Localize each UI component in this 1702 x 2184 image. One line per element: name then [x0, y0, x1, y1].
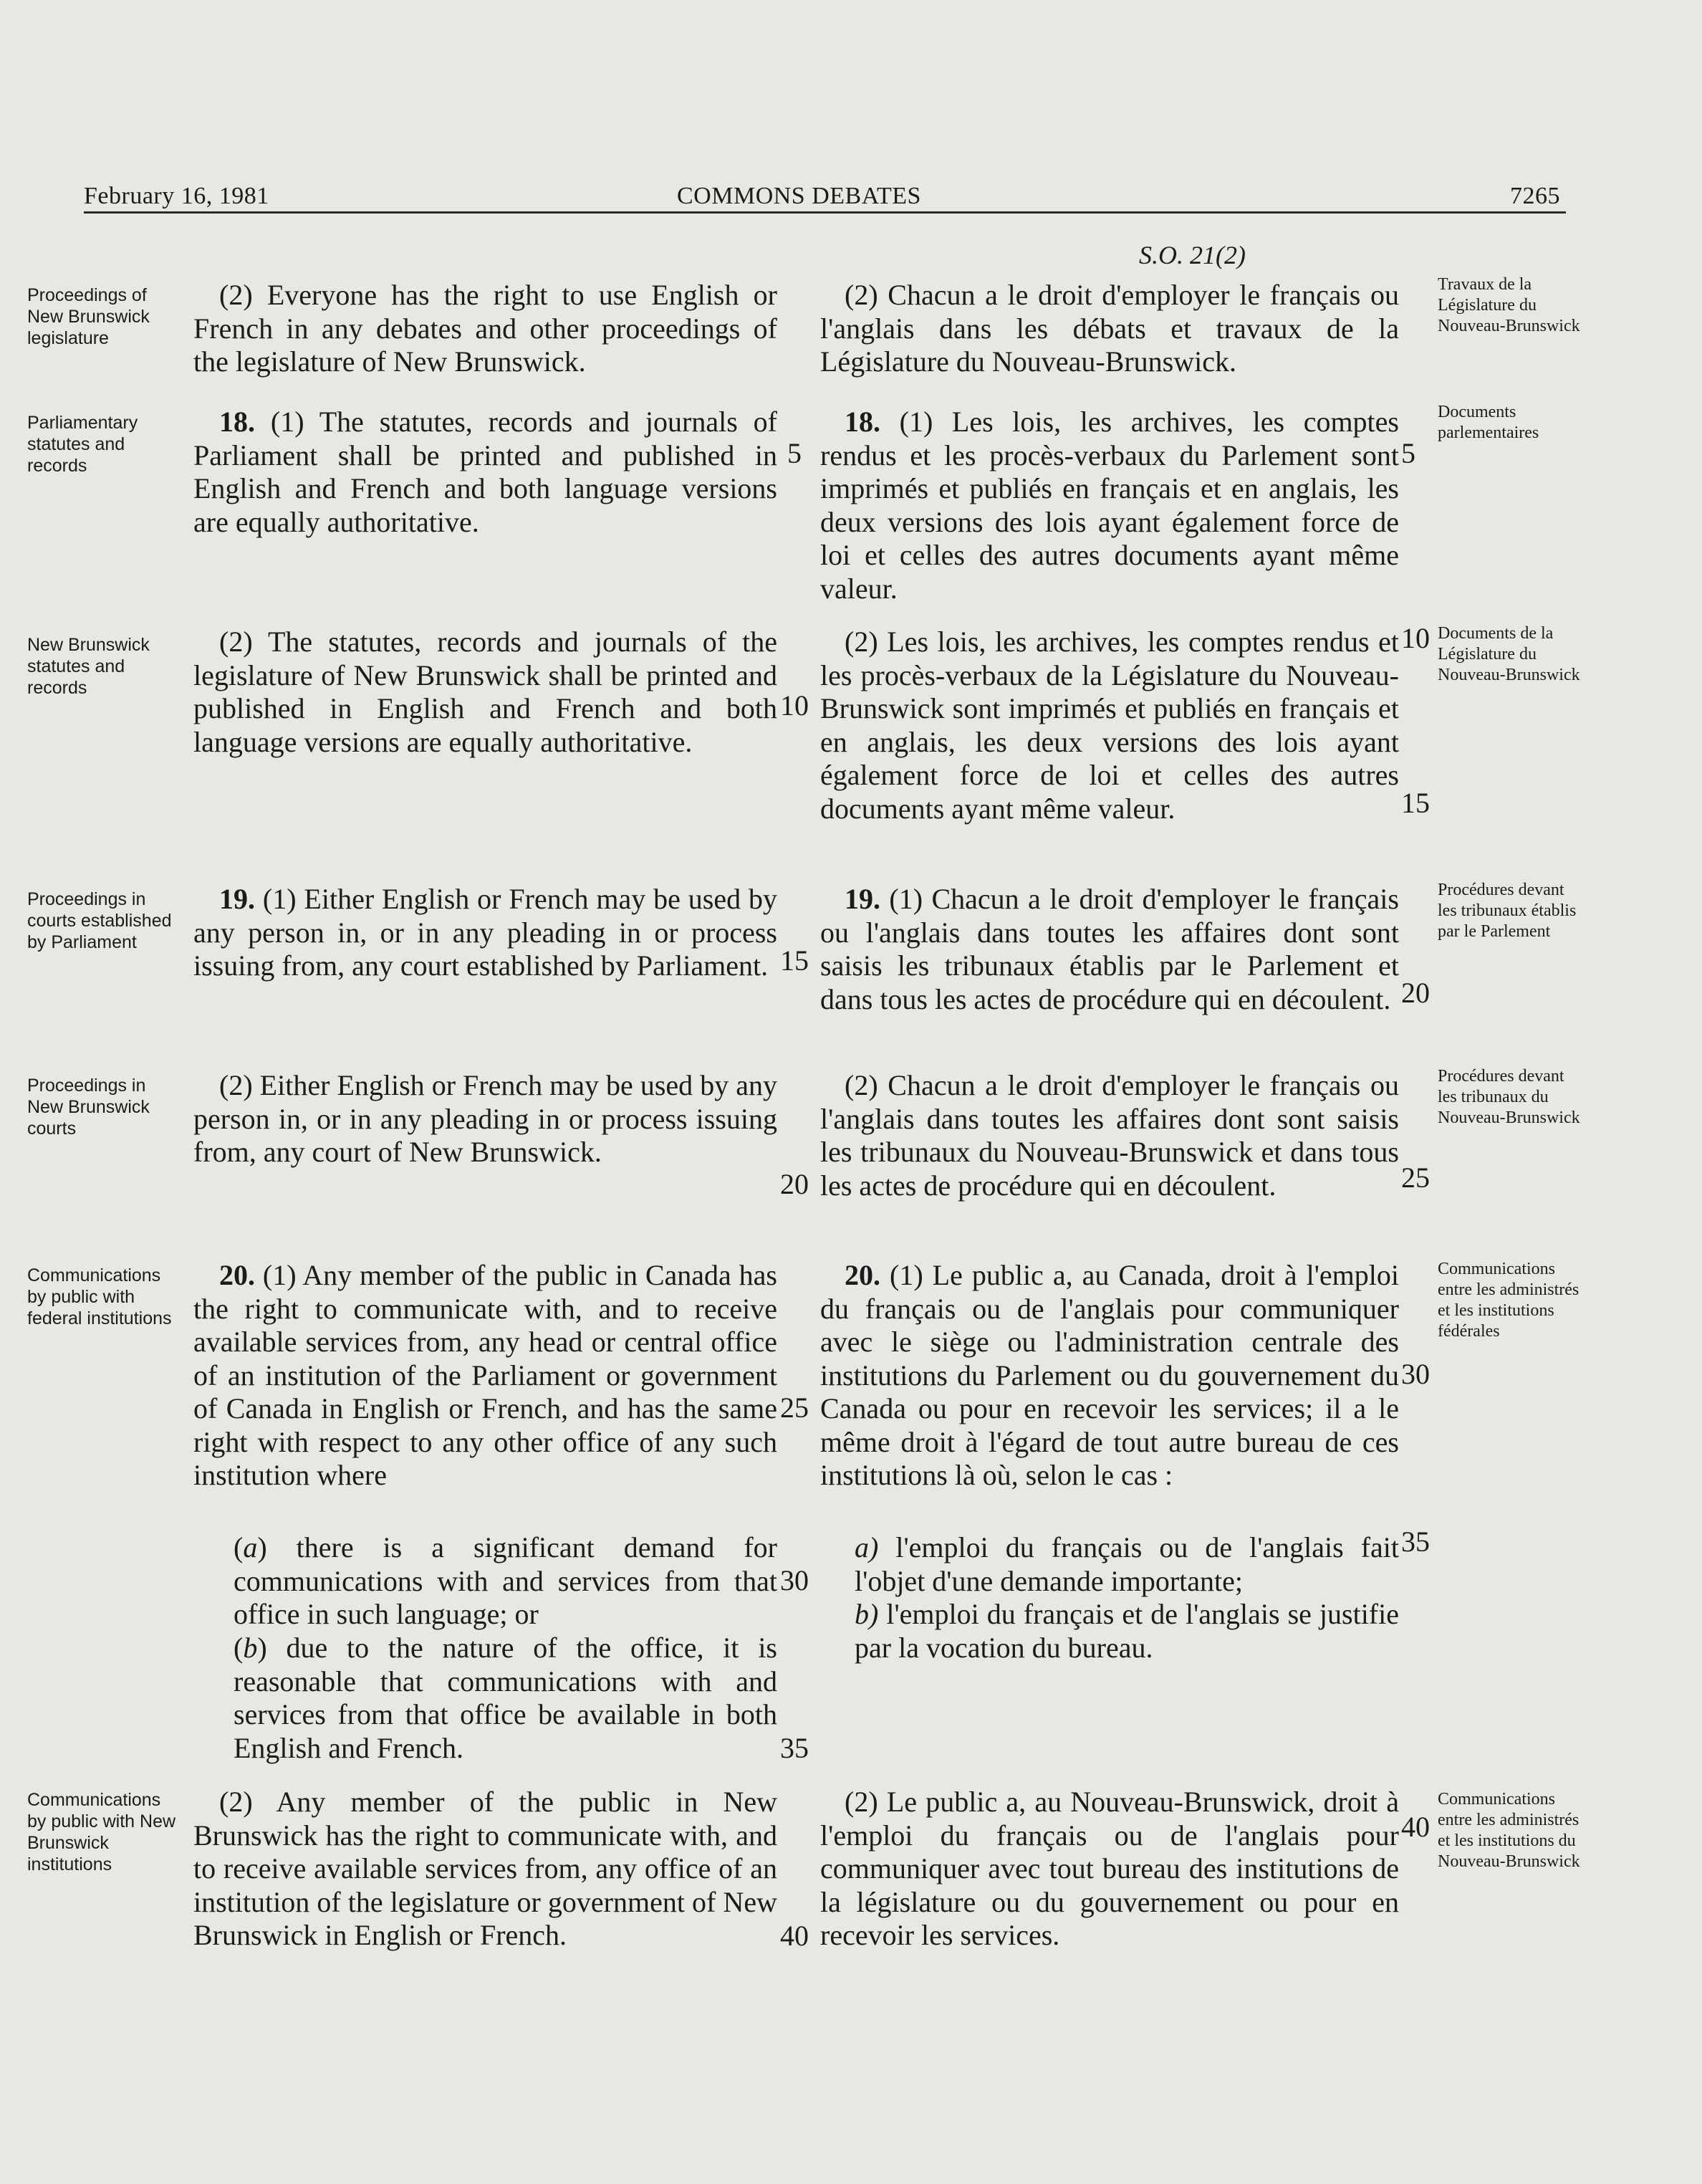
paragraph-en: (2) Any member of the public in New Brunswick has the right to communicate with, and to receive available services from, any office of an institution of the legislature or government of New Brunswick in English or French.: [193, 1786, 777, 1951]
margin-note-en: Proceedings in courts established by Parliament: [27, 889, 172, 952]
line-number: 40: [780, 1920, 809, 1952]
list-item-en: (b) due to the nature of the office, it is reasonable that communications with and services from that office be available in both English and French.: [234, 1632, 777, 1764]
line-number: 10: [1401, 622, 1430, 654]
paragraph-fr: [820, 1259, 1399, 1493]
margin-note-fr: Communications entre les administrés et les institutions du Nouveau-Brunswick: [1438, 1790, 1580, 1871]
list-item-fr: [855, 1531, 1399, 1598]
line-number: 10: [780, 689, 809, 722]
paragraph-en: (2) The statutes, records and journals of the legislature of New Brunswick shall be printed and published in English and French and both language versions are equally authoritative.: [193, 626, 777, 758]
margin-note-en: Communications by public with federal institutions: [27, 1265, 172, 1328]
header-rule: [84, 211, 1566, 214]
list-item-fr: [855, 1598, 1399, 1665]
margin-note-fr: Procédures devant les tribunaux établis par le Parlement: [1438, 881, 1577, 941]
standing-order-ref: S.O. 21(2): [1139, 241, 1246, 269]
margin-note-en: Parliamentary statutes and records: [27, 413, 138, 476]
section-text: (1) Le public a, au Canada, droit à l'emploi du français ou de l'anglais pour communiquer avec le siège ou l'administration centrale des institutions du Parlement ou du gouvernement du Canada ou pour en recevoir les services; il a le même droit à l'égard de tout autre bureau de ces institutions là où, selon le cas :: [820, 1259, 1399, 1491]
item-label: a): [855, 1531, 879, 1563]
section-text: (1) Any member of the public in Canada has the right to communicate with, and to receive available services from, any head or central office of an institution of the Parliament or government of Canada in English or French, and has the same right with respect to any other office of any such institution where: [193, 1259, 777, 1491]
line-number: 25: [780, 1392, 809, 1424]
section-number: 20.: [845, 1259, 880, 1291]
paragraph-fr: (2) Chacun a le droit d'employer le français ou l'anglais dans toutes les affaires dont sont saisis les tribunaux du Nouveau-Brunswick et dans tous les actes de procédure qui en découlent.: [820, 1069, 1399, 1202]
section-text: (1) Chacun a le droit d'employer le français ou l'anglais dans toutes les affaires dont sont saisis les tribunaux établis par le Parlement et dans tous les actes de procédure qui en découlent.: [820, 883, 1399, 1015]
line-number: 5: [1401, 437, 1415, 469]
paragraph-fr: [820, 406, 1399, 605]
line-number: 20: [780, 1168, 809, 1200]
paragraph-en: [193, 406, 777, 539]
section-number: 18.: [845, 406, 880, 438]
page-number: 7265: [1510, 183, 1560, 209]
line-number: 40: [1401, 1811, 1430, 1843]
paragraph-fr: (2) Les lois, les archives, les comptes rendus et les procès-verbaux de la Législature du Nouveau-Brunswick sont imprimés et publiés en français et en anglais, les deux versions des lois ayant également force de loi et celles des autres documents ayant même valeur.: [820, 626, 1399, 825]
paragraph-en: (2) Either English or French may be used by any person in, or in any pleading in or process issuing from, any court of New Brunswick.: [193, 1069, 777, 1168]
item-label: b: [243, 1632, 258, 1664]
margin-note-fr: Documents parlementaires: [1438, 403, 1539, 442]
item-text: l'emploi du français et de l'anglais se justifie par la vocation du bureau.: [855, 1598, 1399, 1664]
margin-note-en: Communications by public with New Brunswick institutions: [27, 1790, 176, 1874]
margin-note-fr: Communications entre les administrés et les institutions fédérales: [1438, 1260, 1580, 1341]
line-number: 35: [780, 1732, 809, 1764]
section-text: (1) Les lois, les archives, les comptes rendus et les procès-verbaux du Parlement sont imprimés et publiés en français et en anglais, les deux versions des lois ayant également force de loi et celles des autres documents ayant même valeur.: [820, 406, 1399, 605]
margin-note-fr: Travaux de la Législature du Nouveau-Brunswick: [1438, 275, 1580, 335]
item-text: l'emploi du français ou de l'anglais fait l'objet d'une demande importante;: [855, 1531, 1399, 1597]
line-number: 35: [1401, 1526, 1430, 1558]
paragraph-en: (2) Everyone has the right to use English or French in any debates and other proceedings of the legislature of New Brunswick.: [193, 279, 777, 378]
line-number: 30: [780, 1564, 809, 1596]
item-text: due to the nature of the office, it is reasonable that communications with and services from that office be available in both English and French.: [234, 1632, 777, 1764]
section-number: 20.: [219, 1259, 255, 1291]
margin-note-en: Proceedings of New Brunswick legislature: [27, 285, 150, 348]
section-number: 18.: [219, 406, 255, 438]
item-text: there is a significant demand for communications with and services from that office in such language; or: [234, 1531, 777, 1630]
line-number: 5: [787, 437, 802, 469]
margin-note-en: New Brunswick statutes and records: [27, 635, 150, 698]
margin-note-fr: Procédures devant les tribunaux du Nouveau-Brunswick: [1438, 1067, 1580, 1127]
line-number: 15: [1401, 787, 1430, 819]
paragraph-fr: (2) Le public a, au Nouveau-Brunswick, droit à l'emploi du français ou de l'anglais pour communiquer avec tout bureau des institutions de la législature ou du gouvernement ou pour en recevoir les services.: [820, 1786, 1399, 1951]
paragraph-fr: [820, 883, 1399, 1016]
list-item-en: (a) there is a significant demand for communications with and services from that office in such language; or: [234, 1531, 777, 1630]
item-label: a: [243, 1531, 258, 1563]
line-number: 30: [1401, 1358, 1430, 1390]
section-number: 19.: [219, 883, 255, 915]
page-title: COMMONS DEBATES: [677, 183, 921, 209]
section-number: 19.: [845, 883, 880, 915]
paragraph-en: [193, 883, 777, 983]
page-date: February 16, 1981: [84, 183, 269, 209]
item-label: b): [855, 1598, 879, 1630]
margin-note-en: Proceedings in New Brunswick courts: [27, 1076, 150, 1139]
line-number: 20: [1401, 977, 1430, 1009]
margin-note-fr: Documents de la Législature du Nouveau-Brunswick: [1438, 624, 1580, 684]
paragraph-en: [193, 1259, 777, 1493]
paragraph-fr: (2) Chacun a le droit d'employer le français ou l'anglais dans les débats et travaux de la Législature du Nouveau-Brunswick.: [820, 279, 1399, 378]
section-text: (1) The statutes, records and journals of Parliament shall be printed and published in English and French and both language versions are equally authoritative.: [193, 406, 777, 538]
line-number: 15: [780, 944, 809, 977]
line-number: 25: [1401, 1162, 1430, 1194]
section-text: (1) Either English or French may be used by any person in, or in any pleading in or process issuing from, any court established by Parliament.: [193, 883, 777, 982]
